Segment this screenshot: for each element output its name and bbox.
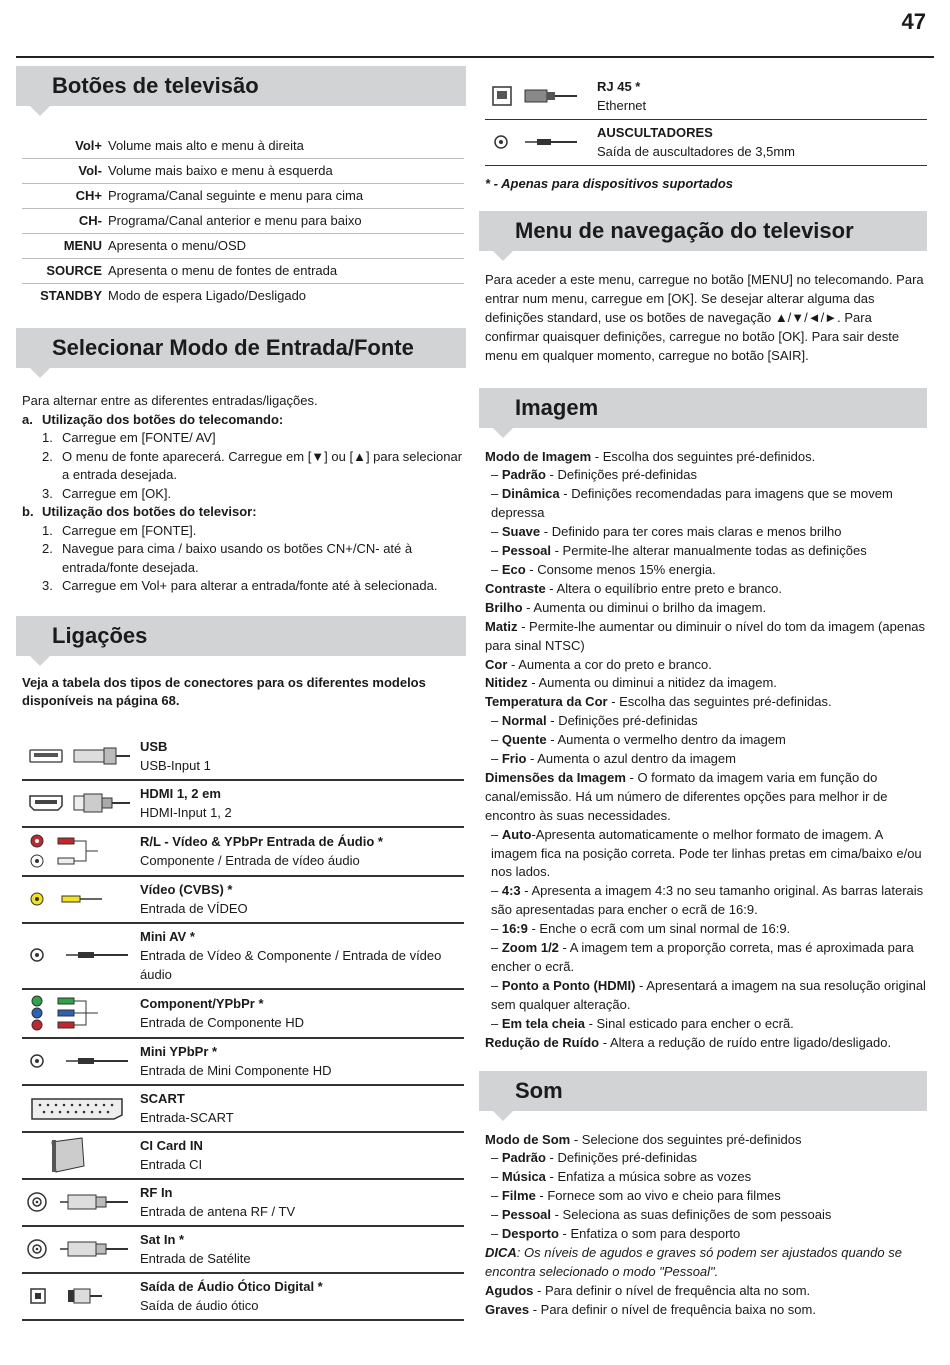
component-connector-icon [22, 993, 140, 1033]
setting-line [485, 731, 927, 750]
connector-description: Entrada de Componente HD [140, 1014, 305, 1030]
setting-text: - Definições pré-definidas [545, 467, 697, 483]
setting-line [485, 485, 927, 523]
dash: – [491, 751, 502, 767]
list-text: Carregue em Vol+ para alterar a entrada/fonte até à selecionada. [62, 578, 438, 593]
setting-label: Brilho [485, 599, 523, 615]
connections-note: * - Apenas para dispositivos suportados [485, 176, 734, 191]
connector-icon-cell [22, 989, 140, 1038]
section-banner-navigation [479, 211, 927, 251]
button-description: Programa/Canal anterior e menu para baixo [108, 209, 464, 234]
source-list-a [22, 411, 466, 430]
buttons-table [22, 134, 464, 308]
setting-label: DICA [485, 1244, 517, 1260]
left-column [16, 66, 466, 1321]
connector-description: Entrada CI [140, 1156, 203, 1172]
connector-row [22, 876, 464, 923]
connector-text [140, 923, 464, 989]
button-description: Modo de espera Ligado/Desligado [108, 288, 307, 303]
setting-label: Dinâmica [501, 486, 560, 502]
connector-row [22, 989, 464, 1038]
setting-line [485, 599, 927, 618]
setting-label: Dimensões da Imagem [485, 769, 626, 785]
connector-icon-cell [22, 876, 140, 923]
section-banner-sound [479, 1071, 927, 1111]
setting-line [485, 656, 927, 675]
connector-row [22, 780, 464, 827]
connector-text [140, 780, 464, 827]
mini-ypbpr-connector-icon [22, 1046, 140, 1076]
setting-label: Auto [501, 826, 532, 842]
setting-line [485, 466, 927, 485]
setting-text: - Aumenta o azul dentro da imagem [526, 751, 736, 767]
setting-text: - O formato da imagem varia em função do canal/emissão. Há um número de diferentes opções para melhor ir de encontro às suas necessidades. [485, 769, 888, 823]
section-banner-buttons [16, 66, 466, 106]
setting-label: Redução de Ruído [485, 1034, 600, 1050]
dash: – [491, 940, 502, 956]
setting-text: -Apresenta automaticamente o melhor formato de imagem. A imagem fica na posição correta. Pode ter linhas pretas em cima/baixo e/ou nos lados. [491, 826, 922, 880]
dash: – [491, 1169, 502, 1185]
connector-description: Saída de auscultadores de 3,5mm [597, 144, 796, 159]
setting-text: - Definições pré-definidas [545, 1150, 697, 1166]
setting-label: Filme [501, 1188, 536, 1204]
list-heading: Utilização dos botões do televisor: [42, 504, 257, 519]
setting-text: - Escolha dos seguintes pré-definidos. [591, 448, 816, 464]
setting-label: Frio [501, 751, 527, 767]
navigation-text: Para aceder a este menu, carregue no botão [MENU] no telecomando. Para entrar num menu, carregue em [OK]. Se desejar alterar alguma das definições standard, use os botões de navegação ▲/▼/◄/►. Para confirmar quaisquer definições, carregue no botão [OK]. Para sair deste menu em qualquer momento, carregue no botão [SAIR]. [485, 272, 924, 363]
source-b-items [22, 522, 466, 596]
button-description: Apresenta o menu de fontes de entrada [108, 259, 464, 284]
connector-text [140, 827, 464, 876]
setting-text: - Enche o ecrã com um sinal normal de 16:9. [527, 921, 791, 937]
button-row [22, 159, 464, 184]
setting-text: - Apresenta a imagem 4:3 no seu tamanho original. As barras laterais são apresentadas para encher o ecrã de 16:9. [491, 883, 924, 918]
setting-line [485, 1225, 927, 1244]
setting-text: - Apresentará a imagem na sua resolução original sem qualquer alteração. [491, 977, 926, 1012]
setting-line [485, 826, 927, 883]
list-label: a. [22, 411, 33, 427]
setting-text: - Aumenta a cor do preto e branco. [507, 656, 712, 672]
sound-settings [479, 1131, 927, 1320]
button-key: Vol- [22, 159, 108, 184]
setting-text: - Aumenta o vermelho dentro da imagem [546, 732, 786, 748]
setting-text: - Para definir o nível de frequência alta no som. [533, 1282, 811, 1298]
section-title-buttons: Botões de televisão [52, 73, 259, 98]
connector-description: Entrada de Vídeo & Componente / Entrada de vídeo áudio [140, 947, 442, 982]
setting-text: - Aumenta ou diminui o brilho da imagem. [522, 599, 767, 615]
dash: – [491, 524, 502, 540]
connector-icon-cell [22, 827, 140, 876]
connector-row [485, 74, 927, 120]
list-item [22, 429, 466, 448]
dash: – [491, 1207, 502, 1223]
button-row [22, 184, 464, 209]
rca-audio-connector-icon [22, 831, 140, 871]
source-a-items [22, 429, 466, 503]
dash: – [491, 713, 502, 729]
headphone-connector-icon [485, 127, 597, 157]
dash: – [491, 543, 502, 559]
setting-text: - Escolha das seguintes pré-definidas. [607, 694, 832, 710]
setting-line [485, 561, 927, 580]
setting-label: Cor [485, 656, 508, 672]
connector-description: Ethernet [597, 98, 647, 113]
connector-text [140, 989, 464, 1038]
button-description: Apresenta o menu/OSD [108, 234, 464, 259]
list-number: 2. [42, 448, 53, 464]
sat-connector-icon [22, 1234, 140, 1264]
hdmi-connector-icon [22, 788, 140, 818]
list-text: Carregue em [OK]. [62, 485, 172, 501]
list-number: 3. [42, 485, 53, 501]
connector-row [22, 827, 464, 876]
setting-text: - Enfatiza a música sobre as vozes [545, 1169, 752, 1185]
list-item [22, 540, 466, 577]
setting-text: : Os níveis de agudos e graves só podem ser ajustados quando se encontra selecionado o modo "Pessoal". [485, 1244, 902, 1279]
list-text: Carregue em [FONTE/ AV] [62, 430, 216, 445]
list-heading: Utilização dos botões do telecomando: [42, 411, 284, 427]
setting-text: - Aumenta ou diminui a nitidez da imagem. [527, 675, 777, 691]
connector-icon-cell [485, 120, 597, 166]
section-banner-source [16, 328, 466, 368]
dash: – [491, 732, 502, 748]
connector-title: Vídeo (CVBS) * [140, 881, 233, 897]
setting-line [485, 1244, 927, 1282]
top-rule [16, 56, 934, 58]
dash: – [491, 1150, 502, 1166]
setting-text: - Enfatiza o som para desporto [558, 1226, 741, 1242]
setting-label: Modo de Imagem [485, 448, 592, 464]
connector-row [22, 1038, 464, 1085]
usb-connector-icon [22, 741, 140, 771]
setting-text: - Definições recomendadas para imagens que se movem depressa [491, 486, 893, 521]
setting-line [485, 1131, 927, 1150]
setting-label: Pessoal [501, 543, 551, 559]
list-text: Navegue para cima / baixo usando os botões CN+/CN- até à entrada/fonte desejada. [62, 541, 413, 575]
cvbs-connector-icon [22, 884, 140, 914]
connector-text [140, 1132, 464, 1179]
setting-text: - Definido para ter cores mais claras e menos brilho [540, 524, 842, 540]
rj45-connector-icon [485, 81, 597, 111]
connector-description: HDMI-Input 1, 2 [140, 804, 232, 820]
button-row [22, 209, 464, 234]
setting-line [485, 542, 927, 561]
setting-label: Quente [501, 732, 547, 748]
setting-text: - Permite-lhe aumentar ou diminuir o nível do tom da imagem (apenas para sinal NTSC) [485, 618, 926, 653]
setting-label: Graves [485, 1301, 530, 1317]
section-title-image: Imagem [515, 394, 599, 420]
connector-title: CI Card IN [140, 1137, 203, 1153]
connector-icon-cell [22, 1085, 140, 1132]
setting-line [485, 693, 927, 712]
setting-label: Matiz [485, 618, 518, 634]
connector-description: USB-Input 1 [140, 757, 211, 773]
setting-label: 4:3 [501, 883, 521, 899]
connector-text [140, 1085, 464, 1132]
dash: – [491, 467, 502, 483]
button-key: CH- [22, 209, 108, 234]
connector-title: Saída de Áudio Ótico Digital * [140, 1278, 323, 1294]
connector-icon-cell [22, 923, 140, 989]
setting-label: Pessoal [501, 1207, 551, 1223]
setting-label: Desporto [501, 1226, 559, 1242]
setting-label: Temperatura da Cor [485, 694, 608, 710]
connector-row [22, 1132, 464, 1179]
setting-label: Música [501, 1169, 546, 1185]
connector-row [22, 734, 464, 780]
connector-title: Mini YPbPr * [140, 1043, 218, 1059]
connector-description: Entrada de Mini Componente HD [140, 1062, 332, 1078]
section-title-sound: Som [515, 1077, 563, 1103]
list-number: 3. [42, 578, 53, 593]
connector-icon-cell [22, 1179, 140, 1226]
connector-icon-cell [22, 734, 140, 780]
connector-row [22, 1273, 464, 1320]
connector-icon-cell [22, 780, 140, 827]
page-number: 47 [901, 9, 926, 34]
list-text: Carregue em [FONTE]. [62, 522, 197, 538]
button-key: SOURCE [22, 259, 108, 284]
setting-line [485, 1168, 927, 1187]
setting-line [485, 674, 927, 693]
button-key: CH+ [22, 184, 108, 209]
setting-label: Padrão [501, 1150, 546, 1166]
list-number: 2. [42, 541, 53, 556]
setting-line [485, 618, 927, 656]
rf-connector-icon [22, 1187, 140, 1217]
dash: – [491, 486, 502, 502]
connector-description: Entrada de Satélite [140, 1250, 251, 1266]
list-number: 1. [42, 430, 53, 445]
source-instructions [16, 392, 466, 596]
setting-text: - Altera a redução de ruído entre ligado/desligado. [599, 1034, 892, 1050]
connector-text [140, 734, 464, 780]
right-column [479, 78, 927, 1320]
setting-line [485, 977, 927, 1015]
connector-text [597, 74, 927, 120]
list-text: O menu de fonte aparecerá. Carregue em [▼] ou [▲] para selecionar a entrada desejada. [62, 448, 463, 482]
setting-label: Padrão [501, 467, 546, 483]
button-row [22, 234, 464, 259]
button-key: MENU [22, 234, 108, 259]
setting-line [485, 1015, 927, 1034]
connector-description: Componente / Entrada de vídeo áudio [140, 852, 360, 868]
connector-title: Mini AV * [140, 928, 195, 944]
setting-line [485, 448, 927, 467]
ci-card-icon [22, 1136, 140, 1174]
dash: – [491, 883, 502, 899]
connector-icon-cell [485, 74, 597, 120]
setting-line [485, 523, 927, 542]
list-number: 1. [42, 522, 53, 538]
connector-row [485, 120, 927, 166]
setting-label: 16:9 [501, 921, 528, 937]
scart-connector-icon [22, 1093, 140, 1123]
connector-icon-cell [22, 1038, 140, 1085]
connector-title: Component/YPbPr * [140, 995, 264, 1011]
setting-line [485, 580, 927, 599]
connector-description: Entrada de VÍDEO [140, 900, 248, 916]
setting-label: Modo de Som [485, 1131, 571, 1147]
connections-intro: Veja a tabela dos tipos de conectores para os diferentes modelos disponíveis na página 68. [22, 674, 426, 708]
setting-line [485, 1034, 927, 1053]
setting-line [485, 1282, 927, 1301]
connector-text [597, 120, 927, 166]
connector-description: Saída de áudio ótico [140, 1297, 259, 1313]
button-key: Vol+ [22, 134, 108, 159]
connector-row [22, 1085, 464, 1132]
setting-text: - Permite-lhe alterar manualmente todas as definições [551, 543, 867, 559]
button-description: Volume mais baixo e menu à esquerda [108, 159, 464, 184]
setting-label: Eco [501, 561, 526, 577]
connector-text [140, 1226, 464, 1273]
dash: – [491, 561, 502, 577]
connector-icon-cell [22, 1273, 140, 1320]
button-row [22, 134, 464, 159]
connector-text [140, 1273, 464, 1320]
connector-title: AUSCULTADORES [597, 125, 713, 140]
list-label: b. [22, 504, 34, 519]
setting-text: - Seleciona as suas definições de som pessoais [551, 1207, 832, 1223]
connector-text [140, 876, 464, 923]
setting-label: Nitidez [485, 675, 528, 691]
connector-title: HDMI 1, 2 em [140, 785, 221, 801]
dash: – [491, 977, 502, 993]
image-settings [479, 448, 927, 1053]
dash: – [491, 826, 502, 842]
setting-text: - Definições pré-definidas [546, 713, 698, 729]
connector-title: RF In [140, 1184, 173, 1200]
section-title-source: Selecionar Modo de Entrada/Fonte [52, 335, 414, 360]
setting-text: - Selecione dos seguintes pré-definidos [570, 1131, 802, 1147]
setting-text: - Altera o equilíbrio entre preto e branco. [545, 580, 782, 596]
setting-label: Contraste [485, 580, 546, 596]
list-item [22, 577, 466, 596]
connector-row [22, 923, 464, 989]
setting-text: - Consome menos 15% energia. [525, 561, 716, 577]
button-row [22, 259, 464, 284]
connector-text [140, 1179, 464, 1226]
setting-text: - A imagem tem a proporção correta, mas é aproximada para encher o ecrã. [491, 940, 914, 974]
source-list-b [22, 503, 466, 522]
dash: – [491, 1188, 502, 1204]
section-title-navigation: Menu de navegação do televisor [515, 218, 854, 243]
setting-line [485, 920, 927, 939]
button-key: STANDBY [40, 288, 102, 303]
setting-line [485, 1149, 927, 1168]
dash: – [491, 1226, 502, 1242]
connector-description: Entrada de antena RF / TV [140, 1203, 296, 1219]
setting-label: Ponto a Ponto (HDMI) [501, 977, 636, 993]
section-banner-connections [16, 616, 466, 656]
connections-table [22, 734, 464, 1321]
connector-title: R/L - Vídeo & YPbPr Entrada de Áudio * [140, 833, 383, 849]
connector-title: Sat In * [140, 1231, 185, 1247]
connector-icon-cell [22, 1132, 140, 1179]
setting-label: Suave [501, 524, 541, 540]
setting-line [485, 712, 927, 731]
setting-line [485, 750, 927, 769]
mini-av-connector-icon [22, 940, 140, 970]
connections-table-continued [485, 74, 927, 166]
setting-label: Normal [501, 713, 547, 729]
dash: – [491, 921, 502, 937]
connector-text [140, 1038, 464, 1085]
setting-line [485, 882, 927, 920]
connector-title: SCART [140, 1090, 185, 1106]
optical-connector-icon [22, 1281, 140, 1311]
connector-icon-cell [22, 1226, 140, 1273]
setting-line [485, 1187, 927, 1206]
setting-text: - Fornece som ao vivo e cheio para filmes [535, 1188, 781, 1204]
connector-title: USB [140, 738, 168, 754]
connector-title: RJ 45 * [597, 79, 641, 94]
setting-label: Zoom 1/2 [501, 940, 559, 956]
setting-line [485, 769, 927, 826]
setting-label: Agudos [485, 1282, 534, 1298]
source-intro: Para alternar entre as diferentes entradas/ligações. [22, 393, 318, 408]
list-item [22, 485, 466, 504]
section-banner-image [479, 388, 927, 428]
button-description: Volume mais alto e menu à direita [108, 134, 464, 159]
connector-row [22, 1226, 464, 1273]
section-title-connections: Ligações [52, 622, 148, 648]
setting-text: - Para definir o nível de frequência baixa no som. [529, 1301, 816, 1317]
button-description: Programa/Canal seguinte e menu para cima [108, 184, 464, 209]
setting-line [485, 1206, 927, 1225]
setting-label: Em tela cheia [501, 1015, 585, 1031]
dash: – [491, 1015, 502, 1031]
list-item [22, 448, 466, 485]
button-row [22, 284, 464, 309]
connector-row [22, 1179, 464, 1226]
setting-text: - Sinal esticado para encher o ecrã. [584, 1015, 794, 1031]
setting-line [485, 939, 927, 977]
connector-description: Entrada-SCART [140, 1109, 234, 1125]
list-item [22, 522, 466, 541]
setting-line [485, 1301, 927, 1320]
